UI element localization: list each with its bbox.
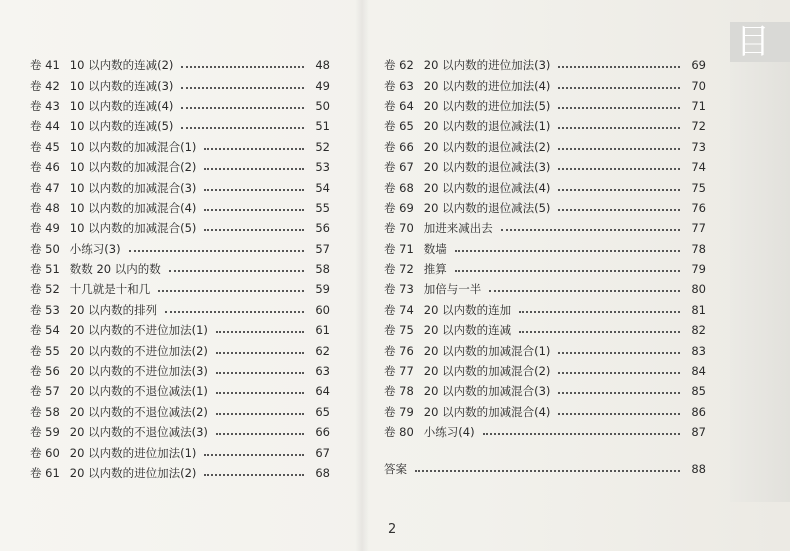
toc-entry-leader-dots	[519, 311, 680, 313]
toc-entry	[384, 361, 706, 381]
toc-entry-leader-dots	[216, 433, 304, 435]
toc-entry-leader-dots	[216, 352, 304, 354]
toc-entry	[30, 259, 330, 279]
toc-entry-title: 10 以内数的连减(5)	[69, 119, 174, 134]
toc-entry-title: 20 以内数的退位减法(2)	[423, 139, 551, 154]
toc-entry-title: 20 以内数的不进位加法(1)	[69, 323, 208, 338]
toc-answers-title: 答案	[384, 461, 407, 476]
toc-entry	[30, 218, 330, 238]
toc-entry-page: 67	[315, 445, 330, 460]
toc-entry	[30, 361, 330, 381]
toc-entry-volume: 卷 53	[30, 302, 60, 317]
toc-entry-leader-dots	[129, 250, 304, 252]
toc-entry	[384, 55, 706, 75]
toc-entry-page: 80	[691, 282, 706, 297]
toc-entry-title: 20 以内数的进位加法(2)	[69, 466, 197, 480]
toc-answers-leader-dots	[415, 470, 680, 472]
toc-entry-page: 54	[315, 180, 330, 195]
toc-entry-page: 74	[691, 160, 706, 175]
toc-entry-leader-dots	[558, 127, 680, 129]
toc-entry-page: 53	[315, 160, 330, 175]
toc-entry	[30, 300, 330, 320]
toc-entry	[384, 381, 706, 401]
toc-entry-leader-dots	[558, 87, 680, 89]
toc-entry-leader-dots	[558, 352, 680, 354]
toc-entry-volume: 卷 43	[30, 98, 60, 113]
toc-entry-title: 10 以内数的加减混合(4)	[69, 200, 197, 215]
toc-entry-title: 20 以内数的进位加法(5)	[423, 98, 551, 113]
toc-entry-volume: 卷 60	[30, 445, 60, 460]
toc-answers-page: 88	[691, 461, 706, 476]
toc-entry-leader-dots	[181, 107, 304, 109]
toc-entry-title: 20 以内数的不退位减法(3)	[69, 425, 208, 440]
toc-entry-page: 61	[315, 323, 330, 338]
toc-entry-page: 64	[315, 384, 330, 399]
toc-entry	[384, 137, 706, 157]
toc-entry-title: 十几就是十和几	[69, 282, 151, 297]
toc-entry-page: 52	[315, 139, 330, 154]
toc-entry-title: 小练习(3)	[69, 241, 121, 256]
toc-entry-title: 20 以内数的退位减法(3)	[423, 160, 551, 175]
toc-entry-title: 20 以内数的连加	[423, 302, 512, 317]
toc-entry-page: 49	[315, 78, 330, 93]
toc-entry	[384, 177, 706, 197]
toc-entry-title: 20 以内数的加减混合(3)	[423, 384, 551, 399]
toc-entry	[30, 157, 330, 177]
toc-entry	[384, 340, 706, 360]
toc-entry-volume: 卷 72	[384, 262, 414, 277]
toc-entry-title: 小练习(4)	[423, 425, 475, 440]
toc-entry-volume: 卷 64	[384, 98, 414, 113]
toc-entry-volume: 卷 62	[384, 58, 414, 73]
toc-entry-title: 20 以内数的进位加法(3)	[423, 58, 551, 73]
toc-entry	[384, 96, 706, 116]
toc-entry-title: 20 以内数的不进位加法(2)	[69, 343, 208, 358]
toc-entry-page: 86	[691, 404, 706, 419]
toc-entry	[384, 116, 706, 136]
toc-right-column	[384, 55, 706, 479]
toc-entry-volume: 卷 49	[30, 221, 60, 236]
toc-entry-leader-dots	[519, 331, 680, 333]
toc-entry-volume: 卷 42	[30, 78, 60, 93]
toc-entry-page: 85	[691, 384, 706, 399]
toc-entry-page: 87	[691, 425, 706, 440]
toc-entry-volume: 卷 45	[30, 139, 60, 154]
toc-entry-title: 推算	[423, 262, 447, 277]
toc-entry-page: 59	[315, 282, 330, 297]
toc-entry-page: 50	[315, 98, 330, 113]
toc-entry-leader-dots	[204, 168, 304, 170]
toc-entry-leader-dots	[558, 148, 680, 150]
toc-entry	[30, 55, 330, 75]
toc-entry-leader-dots	[558, 372, 680, 374]
toc-entry	[384, 239, 706, 259]
toc-entry-leader-dots	[204, 474, 304, 476]
toc-entry-volume: 卷 52	[30, 282, 60, 297]
toc-entry-volume: 卷 46	[30, 160, 60, 175]
toc-entry	[30, 381, 330, 401]
toc-entry-volume: 卷 80	[384, 425, 414, 440]
toc-entry-leader-dots	[216, 413, 304, 415]
edge-tab-glyph: 目	[736, 22, 770, 62]
toc-entry-volume: 卷 70	[384, 221, 414, 236]
toc-entry-page: 71	[691, 98, 706, 113]
toc-entry-leader-dots	[204, 209, 304, 211]
toc-entry-title: 10 以内数的加减混合(3)	[69, 180, 197, 195]
toc-entry-page: 75	[691, 180, 706, 195]
toc-entry-leader-dots	[158, 290, 304, 292]
toc-entry-leader-dots	[169, 270, 304, 272]
toc-entry	[30, 442, 330, 462]
toc-entry-leader-dots	[165, 311, 304, 313]
toc-entry-title: 20 以内数的加减混合(1)	[423, 343, 551, 358]
toc-entry	[30, 422, 330, 442]
toc-entry-title: 20 以内数的退位减法(5)	[423, 200, 551, 215]
toc-entry-title: 10 以内数的连减(4)	[69, 98, 174, 113]
toc-entry-title: 10 以内数的连减(3)	[69, 78, 174, 93]
toc-entry-title: 加倍与一半	[423, 282, 482, 297]
toc-entry-leader-dots	[181, 66, 304, 68]
toc-entry-leader-dots	[204, 454, 304, 456]
toc-entry-volume: 卷 73	[384, 282, 414, 297]
toc-entry	[30, 198, 330, 218]
toc-entry-title: 20 以内数的进位加法(4)	[423, 78, 551, 93]
toc-entry-page: 70	[691, 78, 706, 93]
toc-entry-leader-dots	[558, 107, 680, 109]
toc-entry-volume: 卷 61	[30, 466, 60, 480]
toc-entry-page: 83	[691, 343, 706, 358]
toc-entry	[384, 259, 706, 279]
toc-entry-page: 57	[315, 241, 330, 256]
toc-entry-leader-dots	[558, 189, 680, 191]
toc-entry-page: 65	[315, 404, 330, 419]
toc-entry-page: 79	[691, 262, 706, 277]
toc-entry	[30, 402, 330, 422]
edge-tab-next-page	[730, 22, 790, 62]
toc-entry-volume: 卷 57	[30, 384, 60, 399]
toc-entry-leader-dots	[501, 229, 680, 231]
toc-entry-answers	[384, 458, 706, 478]
toc-entry-title: 加进来减出去	[423, 221, 493, 236]
toc-entry-volume: 卷 67	[384, 160, 414, 175]
toc-left-column	[30, 55, 330, 483]
toc-entry-title: 10 以内数的连减(2)	[69, 58, 174, 73]
toc-entry-page: 48	[315, 58, 330, 73]
toc-entry-title: 10 以内数的加减混合(2)	[69, 160, 197, 175]
toc-entry-title: 20 以内数的退位减法(1)	[423, 119, 551, 134]
toc-entry	[384, 75, 706, 95]
toc-entry-volume: 卷 68	[384, 180, 414, 195]
toc-entry-volume: 卷 65	[384, 119, 414, 134]
toc-entry-leader-dots	[558, 66, 680, 68]
toc-entry-page: 66	[315, 425, 330, 440]
toc-entry-leader-dots	[483, 433, 680, 435]
toc-entry-volume: 卷 56	[30, 364, 60, 379]
toc-entry-volume: 卷 50	[30, 241, 60, 256]
toc-entry	[30, 137, 330, 157]
toc-entry	[384, 300, 706, 320]
toc-entry-leader-dots	[558, 168, 680, 170]
toc-entry-title: 20 以内数的连减	[423, 323, 512, 338]
toc-entry	[30, 463, 330, 483]
toc-entry-page: 63	[315, 364, 330, 379]
toc-entry-page: 72	[691, 119, 706, 134]
toc-entry-leader-dots	[204, 189, 304, 191]
toc-entry-page: 68	[315, 466, 330, 480]
toc-entry	[384, 279, 706, 299]
toc-entry-leader-dots	[558, 392, 680, 394]
toc-entry-leader-dots	[204, 229, 304, 231]
toc-entry-leader-dots	[216, 331, 304, 333]
toc-entry	[30, 116, 330, 136]
toc-entry-page: 58	[315, 262, 330, 277]
toc-entry-volume: 卷 51	[30, 262, 60, 277]
toc-entry-page: 56	[315, 221, 330, 236]
toc-entry	[30, 320, 330, 340]
page-number: 2	[388, 522, 397, 537]
toc-entry-page: 77	[691, 221, 706, 236]
toc-entry-title: 20 以内数的进位加法(1)	[69, 445, 197, 460]
toc-entry-leader-dots	[558, 209, 680, 211]
toc-entry-volume: 卷 74	[384, 302, 414, 317]
toc-entry-volume: 卷 66	[384, 139, 414, 154]
toc-entry	[384, 218, 706, 238]
toc-entry-page: 82	[691, 323, 706, 338]
toc-entry-title: 20 以内数的加减混合(2)	[423, 364, 551, 379]
toc-entry	[384, 157, 706, 177]
toc-entry-volume: 卷 54	[30, 323, 60, 338]
toc-entry	[30, 96, 330, 116]
toc-entry-page: 78	[691, 241, 706, 256]
toc-entry-leader-dots	[216, 392, 304, 394]
toc-entry-volume: 卷 47	[30, 180, 60, 195]
toc-entry	[30, 340, 330, 360]
toc-entry	[30, 75, 330, 95]
book-spine-shadow	[355, 0, 369, 551]
toc-entry-leader-dots	[181, 87, 304, 89]
toc-entry-volume: 卷 59	[30, 425, 60, 440]
toc-entry-title: 20 以内数的不退位减法(2)	[69, 404, 208, 419]
toc-entry-title: 数数 20 以内的数	[69, 262, 161, 277]
toc-entry-volume: 卷 44	[30, 119, 60, 134]
toc-entry	[384, 422, 706, 442]
toc-entry-page: 62	[315, 343, 330, 358]
toc-entry-volume: 卷 71	[384, 241, 414, 256]
toc-entry-volume: 卷 75	[384, 323, 414, 338]
toc-entry-page: 84	[691, 364, 706, 379]
toc-entry	[30, 239, 330, 259]
toc-entry-page: 51	[315, 119, 330, 134]
toc-entry-volume: 卷 69	[384, 200, 414, 215]
toc-entry-page: 81	[691, 302, 706, 317]
toc-entry	[384, 320, 706, 340]
toc-entry-title: 数墙	[423, 241, 447, 256]
toc-entry-volume: 卷 63	[384, 78, 414, 93]
toc-entry	[30, 177, 330, 197]
toc-entry-title: 10 以内数的加减混合(1)	[69, 139, 197, 154]
toc-entry-title: 20 以内数的不进位加法(3)	[69, 364, 208, 379]
toc-entry	[384, 198, 706, 218]
toc-entry-page: 69	[691, 58, 706, 73]
toc-entry-volume: 卷 41	[30, 58, 60, 73]
toc-entry-volume: 卷 78	[384, 384, 414, 399]
toc-entry-leader-dots	[204, 148, 304, 150]
toc-entry-title: 20 以内数的加减混合(4)	[423, 404, 551, 419]
toc-entry-volume: 卷 48	[30, 200, 60, 215]
toc-entry-leader-dots	[181, 127, 304, 129]
toc-entry-page: 60	[315, 302, 330, 317]
toc-entry-volume: 卷 79	[384, 404, 414, 419]
toc-entry-leader-dots	[455, 250, 680, 252]
toc-entry-leader-dots	[558, 413, 680, 415]
toc-entry-title: 20 以内数的排列	[69, 302, 158, 317]
toc-entry-leader-dots	[455, 270, 680, 272]
toc-entry	[384, 402, 706, 422]
toc-entry-page: 76	[691, 200, 706, 215]
toc-entry-volume: 卷 58	[30, 404, 60, 419]
toc-entry-title: 20 以内数的不退位减法(1)	[69, 384, 208, 399]
edge-next-page-strip	[730, 62, 790, 502]
toc-entry-leader-dots	[216, 372, 304, 374]
toc-entry-leader-dots	[489, 290, 680, 292]
toc-entry-volume: 卷 77	[384, 364, 414, 379]
toc-entry-page: 73	[691, 139, 706, 154]
toc-entry-title: 10 以内数的加减混合(5)	[69, 221, 197, 236]
toc-entry-volume: 卷 76	[384, 343, 414, 358]
toc-entry-page: 55	[315, 200, 330, 215]
toc-entry	[30, 279, 330, 299]
toc-entry-title: 20 以内数的退位减法(4)	[423, 180, 551, 195]
toc-entry-volume: 卷 55	[30, 343, 60, 358]
